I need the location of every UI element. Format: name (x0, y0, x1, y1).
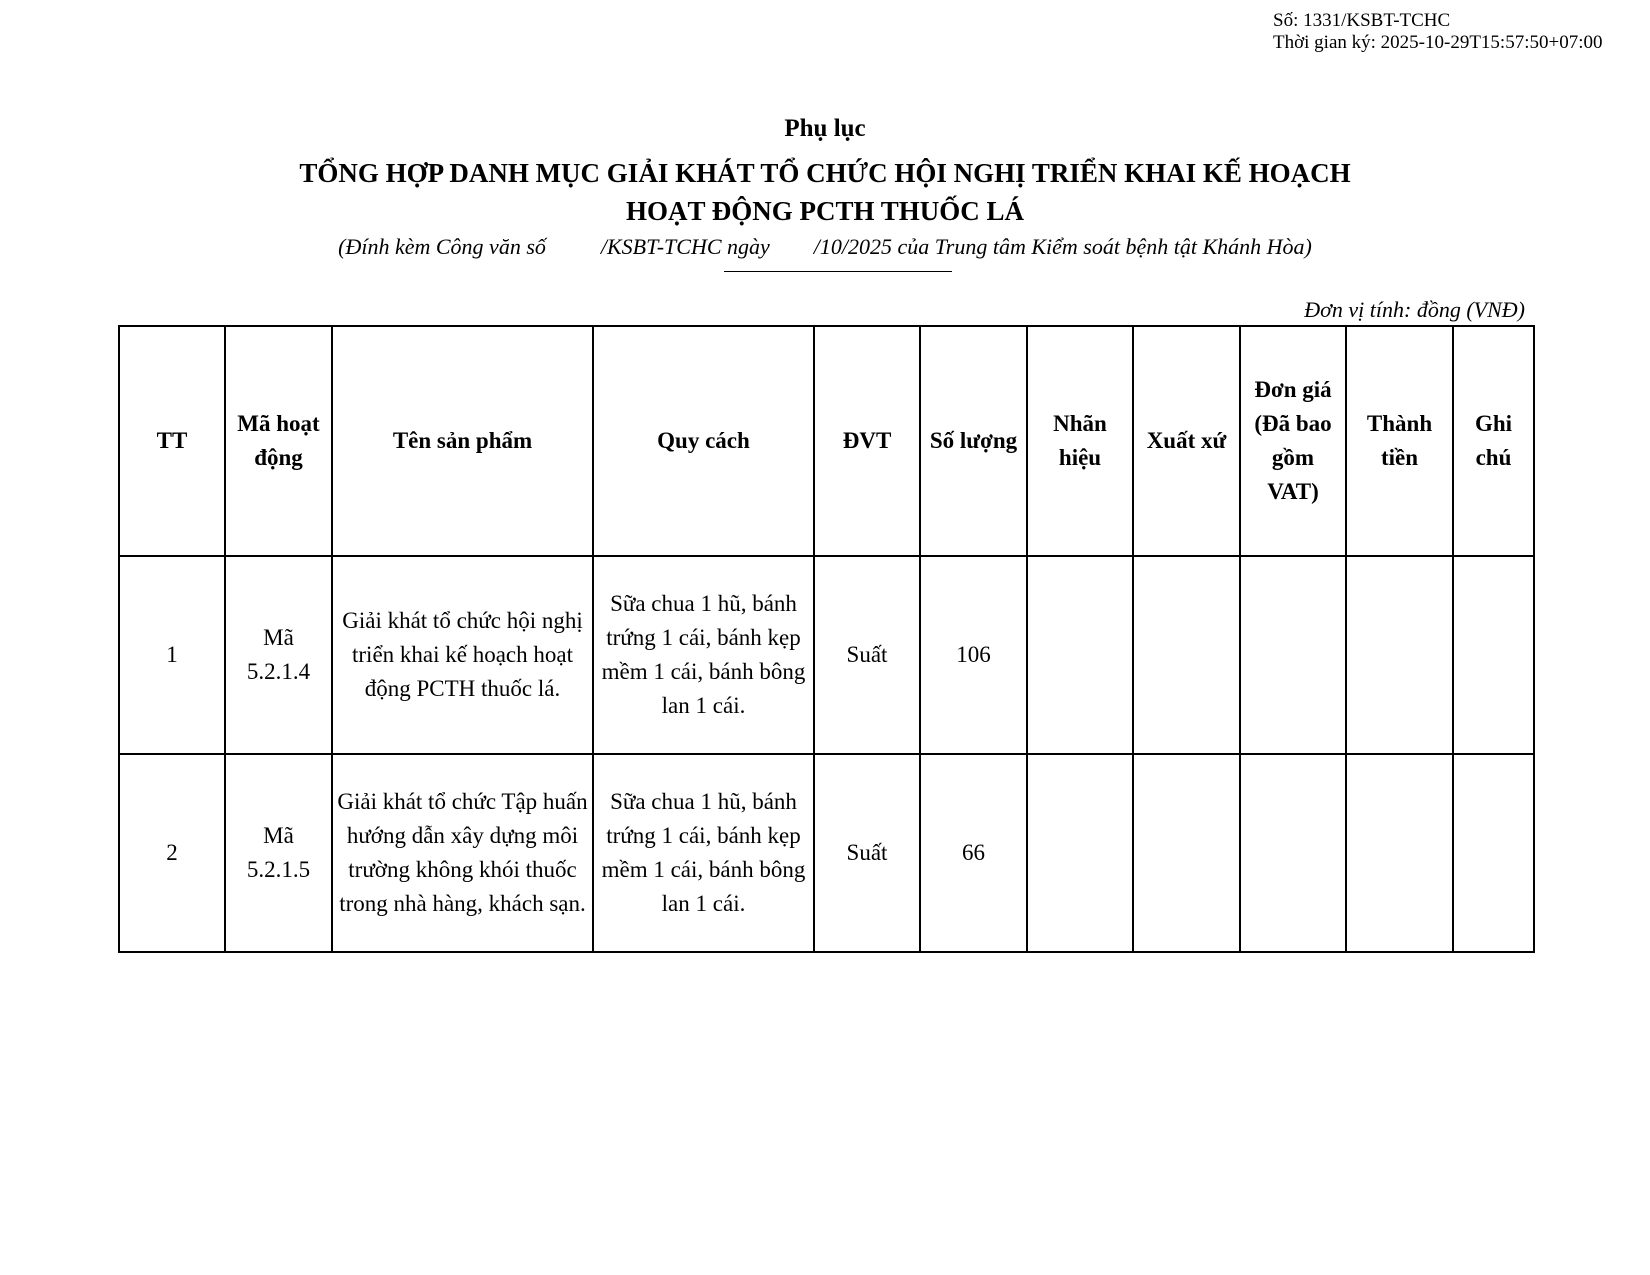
cell-product-name: Giải khát tổ chức Tập huấn hướng dẫn xây dựng môi trường không khói thuốc trong nhà hàng, khách sạn. (332, 754, 593, 952)
cell-unit-price (1240, 556, 1346, 754)
header-cell-brand: Nhãn hiệu (1027, 326, 1133, 556)
header-cell-total: Thành tiền (1346, 326, 1453, 556)
cell-specification: Sữa chua 1 hũ, bánh trứng 1 cái, bánh kẹp mềm 1 cái, bánh bông lan 1 cái. (593, 754, 814, 952)
cell-unit-price (1240, 754, 1346, 952)
cell-tt: 2 (119, 754, 225, 952)
header-cell-specification: Quy cách (593, 326, 814, 556)
cell-brand (1027, 556, 1133, 754)
signed-time: Thời gian ký: 2025-10-29T15:57:50+07:00 (1273, 32, 1603, 53)
appendix-heading: Phụ lục (784, 115, 866, 142)
cell-note (1453, 556, 1534, 754)
cell-total (1346, 556, 1453, 754)
header-cell-note: Ghi chú (1453, 326, 1534, 556)
document-title-line-2: HOẠT ĐỘNG PCTH THUỐC LÁ (625, 196, 1025, 226)
cell-product-name: Giải khát tổ chức hội nghị triển khai kế hoạch hoạt động PCTH thuốc lá. (332, 556, 593, 754)
header-cell-unit-price: Đơn giá (Đã bao gồm VAT) (1240, 326, 1346, 556)
cell-brand (1027, 754, 1133, 952)
table-header-row (119, 326, 1534, 556)
currency-unit-note: Đơn vị tính: đồng (VNĐ) (1304, 297, 1525, 322)
cell-specification: Sữa chua 1 hũ, bánh trứng 1 cái, bánh kẹp mềm 1 cái, bánh bông lan 1 cái. (593, 556, 814, 754)
cell-quantity: 106 (920, 556, 1027, 754)
digital-signature-info (1273, 10, 1603, 54)
cell-origin (1133, 754, 1240, 952)
document-title-line-1: TỔNG HỢP DANH MỤC GIẢI KHÁT TỔ CHỨC HỘI NGHỊ TRIỂN KHAI KẾ HOẠCH (299, 158, 1351, 188)
cell-note (1453, 754, 1534, 952)
cell-total (1346, 754, 1453, 952)
cell-tt: 1 (119, 556, 225, 754)
header-cell-unit: ĐVT (814, 326, 920, 556)
header-cell-activity-code: Mã hoạt động (225, 326, 332, 556)
document-number: Số: 1331/KSBT-TCHC (1273, 10, 1451, 31)
cell-quantity: 66 (920, 754, 1027, 952)
cell-unit: Suất (814, 754, 920, 952)
table-row (119, 754, 1534, 952)
cell-activity-code: Mã 5.2.1.5 (225, 754, 332, 952)
header-cell-product-name: Tên sản phẩm (332, 326, 593, 556)
product-list-table (118, 325, 1535, 953)
title-underline-divider (724, 271, 952, 272)
header-cell-tt: TT (119, 326, 225, 556)
cell-activity-code: Mã 5.2.1.4 (225, 556, 332, 754)
header-cell-origin: Xuất xứ (1133, 326, 1240, 556)
cell-unit: Suất (814, 556, 920, 754)
attachment-reference: (Đính kèm Công văn số /KSBT-TCHC ngày /10/2025 của Trung tâm Kiểm soát bệnh tật Khánh Hòa) (338, 234, 1312, 259)
cell-origin (1133, 556, 1240, 754)
header-cell-quantity: Số lượng (920, 326, 1027, 556)
table-row (119, 556, 1534, 754)
